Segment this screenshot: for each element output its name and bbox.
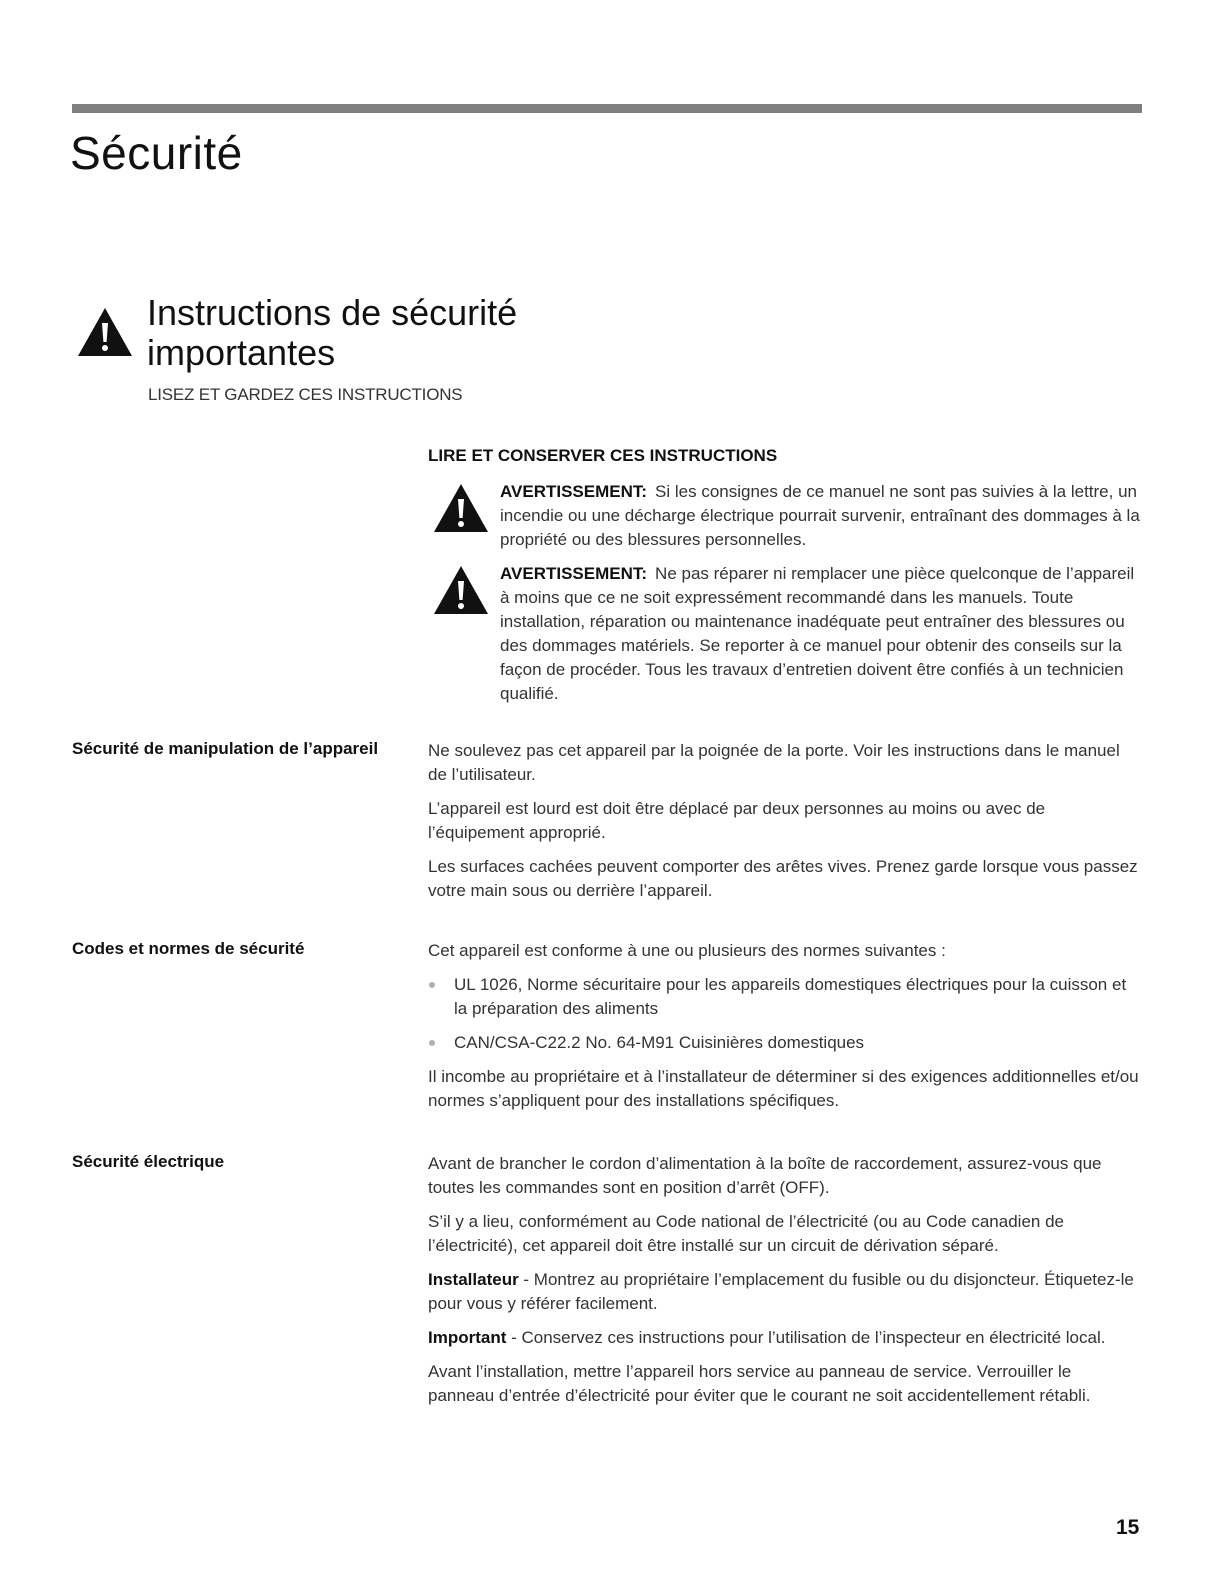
warning-triangle-icon [432, 482, 490, 534]
warning-label: AVERTISSEMENT: [500, 564, 648, 583]
paragraph: L’appareil est lourd est doit être déplacé par deux personnes au moins ou avec de l’équipement approprié. [428, 799, 1046, 842]
warning-text [500, 480, 1144, 552]
handling-safety-body [428, 739, 1140, 913]
warning-body: Si les consignes de ce manuel ne sont pas suivies à la lettre, un incendie ou une décharge électrique pourrait survenir, entraînant des dommages à la propriété ou des blessures personnelles. [500, 482, 1140, 549]
codes-standards-body [428, 939, 1140, 1123]
important-heading [147, 293, 747, 373]
standards-list [428, 973, 1140, 1055]
warning-label: AVERTISSEMENT: [500, 482, 648, 501]
installer-text: - Montrez au propriétaire l’emplacement du fusible ou du disjoncteur. Étiquetez-le pour vous y référer facilement. [428, 1270, 1134, 1313]
top-rule [72, 104, 1142, 113]
electrical-safety-label: Sécurité électrique [72, 1152, 225, 1171]
paragraph: Les surfaces cachées peuvent comporter des arêtes vives. Prenez garde lorsque vous passez votre main sous ou derrière l’appareil. [428, 857, 1138, 900]
important-text: - Conservez ces instructions pour l’utilisation de l’inspecteur en électricité local. [506, 1328, 1106, 1347]
electrical-safety-body [428, 1152, 1140, 1418]
warning-triangle-icon [76, 306, 134, 358]
installer-paragraph [428, 1268, 1140, 1316]
paragraph: Ne soulevez pas cet appareil par la poignée de la porte. Voir les instructions dans le manuel de l’utilisateur. [428, 741, 1120, 784]
bullet-dot-icon [429, 1040, 435, 1046]
important-label: Important [428, 1328, 507, 1347]
page-title: Sécurité [70, 127, 243, 179]
codes-standards-label: Codes et normes de sécurité [72, 939, 305, 958]
paragraph: Avant de brancher le cordon d’alimentation à la boîte de raccordement, assurez-vous que toutes les commandes sont en position d’arrêt (OFF). [428, 1154, 1102, 1197]
important-paragraph [428, 1326, 1140, 1350]
read-instructions-heading: LIRE ET CONSERVER CES INSTRUCTIONS [428, 446, 778, 465]
important-heading-line2: importantes [147, 332, 336, 373]
paragraph: Cet appareil est conforme à une ou plusieurs des normes suivantes : [428, 941, 946, 960]
list-item [428, 1031, 1140, 1055]
paragraph: S’il y a lieu, conformément au Code national de l’électricité (ou au Code canadien de l’électricité), cet appareil doit être installé sur un circuit de dérivation séparé. [428, 1212, 1064, 1255]
handling-safety-label: Sécurité de manipulation de l’appareil [72, 739, 379, 758]
installer-label: Installateur [428, 1270, 519, 1289]
list-item-text: CAN/CSA-C22.2 No. 64-M91 Cuisinières domestiques [454, 1033, 865, 1052]
warning-body: Ne pas réparer ni remplacer une pièce quelconque de l’appareil à moins que ce ne soit expressément recommandé dans les manuels. Toute installation, réparation ou maintenance inadéquate peut entraîner des blessures ou des dommages matériels. Se reporter à ce manuel pour obtenir des conseils sur la façon de procéder. Tous les travaux d’entretien doivent être confiés à un technicien qualifié. [500, 564, 1135, 703]
important-heading-line1: Instructions de sécurité [147, 292, 518, 333]
list-item-text: UL 1026, Norme sécuritaire pour les appareils domestiques électriques pour la cuisson et la préparation des aliments [454, 975, 1127, 1018]
list-item [428, 973, 1140, 1021]
important-subheading: LISEZ ET GARDEZ CES INSTRUCTIONS [148, 385, 463, 404]
warning-triangle-icon [432, 564, 490, 616]
bullet-dot-icon [429, 982, 435, 988]
warning-text [500, 562, 1144, 706]
paragraph: Il incombe au propriétaire et à l’installateur de déterminer si des exigences additionnelles et/ou normes s’appliquent pour des installations spécifiques. [428, 1067, 1139, 1110]
page-number: 15 [1116, 1516, 1140, 1539]
paragraph: Avant l’installation, mettre l’appareil hors service au panneau de service. Verrouiller le panneau d’entrée d’électricité pour éviter que le courant ne soit accidentellement rétabli. [428, 1362, 1091, 1405]
